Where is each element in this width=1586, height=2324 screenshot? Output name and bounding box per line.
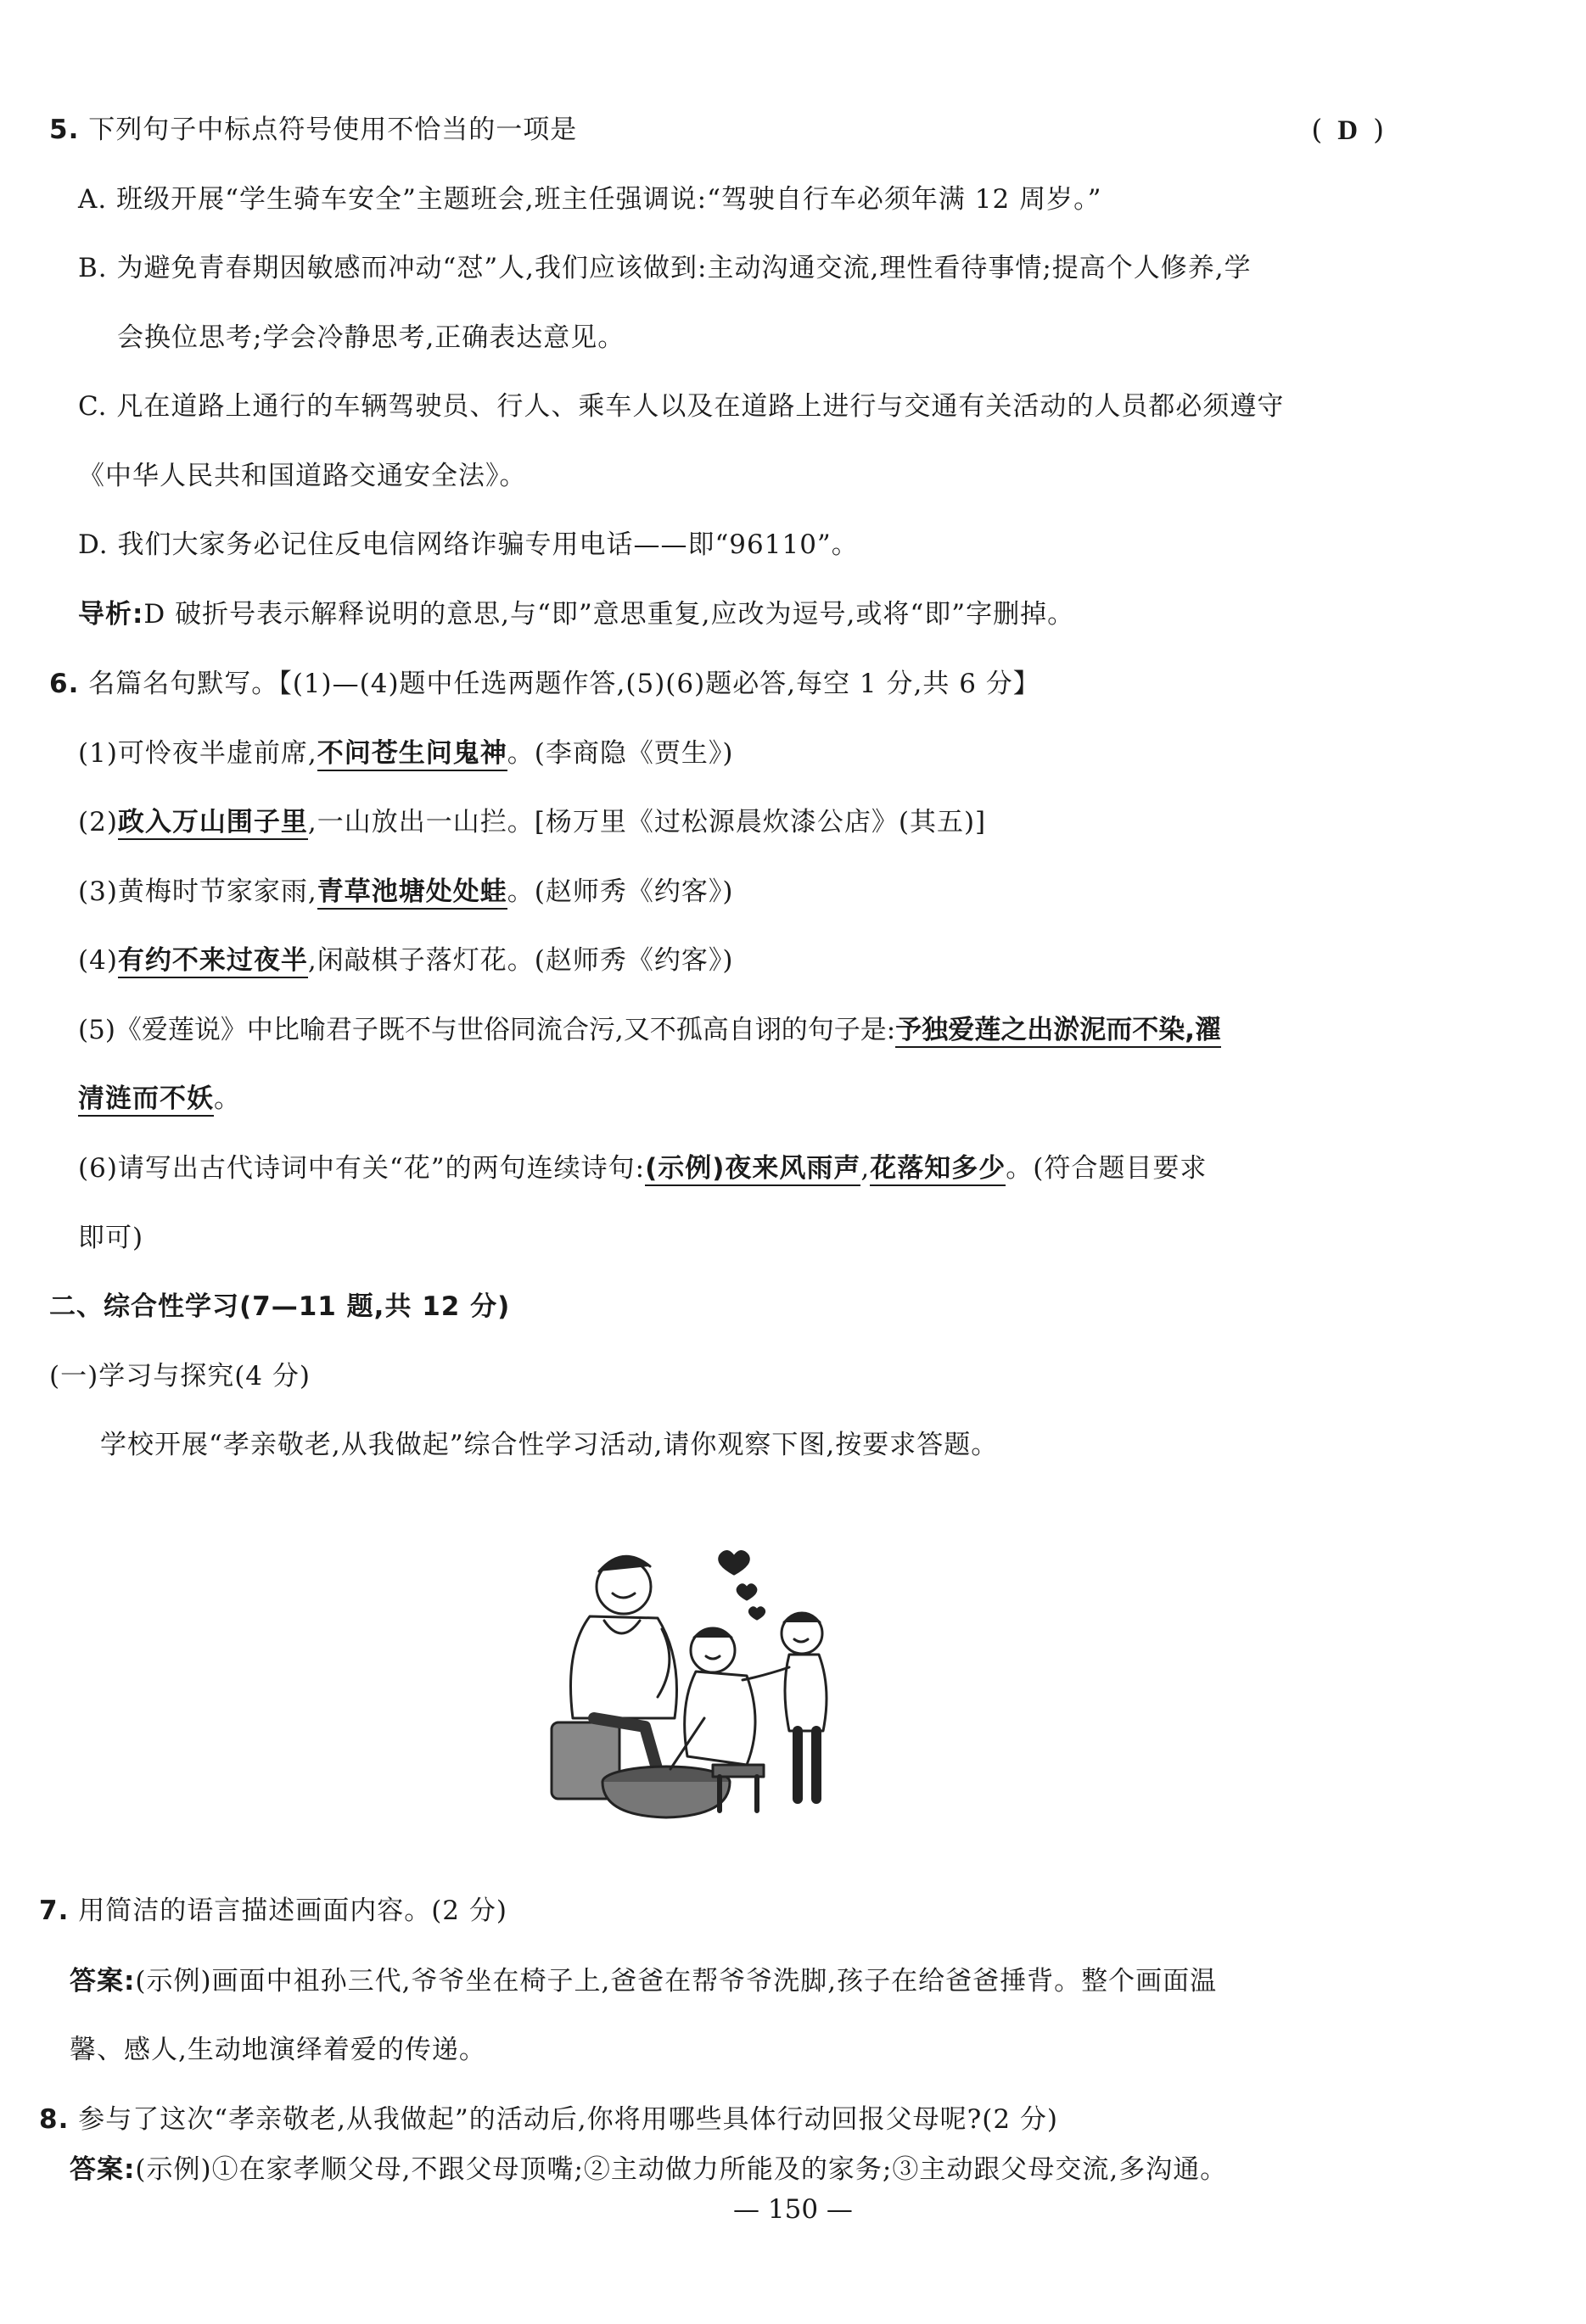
q8-answer-text: (示例)①在家孝顺父母,不跟父母顶嘴;②主动做力所能及的家务;③主动跟父母交流,多沟通。	[135, 2154, 1228, 2185]
q7-number: 7.	[39, 1896, 70, 1926]
q5-option-c-line2: 《中华人民共和国道路交通安全法》。	[78, 461, 527, 491]
q5-number: 5.	[49, 115, 80, 145]
q7-answer-line2: 馨、感人,生动地演绎着爱的传递。	[70, 2035, 486, 2065]
q5-answer-box	[1311, 111, 1384, 149]
q6-stem-text: 名篇名句默写。【(1)—(4)题中任选两题作答,(5)(6)题必答,每空 1 分,共 6 分】	[88, 669, 1040, 699]
q6-item-6-suffix: 。(符合题目要求	[1006, 1153, 1208, 1184]
section2-intro: 学校开展“孝亲敬老,从我做起”综合性学习活动,请你观察下图,按要求答题。	[100, 1430, 999, 1460]
q6-item-5-line1	[78, 1011, 1221, 1049]
q6-item-5-line2	[78, 1080, 241, 1117]
q6-item-5-prefix: (5)《爱莲说》中比喻君子既不与世俗同流合污,又不孤高自诩的句子是:	[78, 1015, 896, 1045]
q6-item-3	[78, 873, 733, 910]
heart-icon	[720, 1551, 749, 1574]
q6-item-2	[78, 804, 986, 841]
q7-answer-line1	[70, 1963, 1217, 2000]
family-illustration	[543, 1527, 883, 1828]
q6-item-6-prefix: (6)请写出古代诗词中有关“花”的两句连续诗句:	[78, 1153, 646, 1184]
q6-item-2-prefix: (2)	[78, 807, 118, 837]
q6-item-1-suffix: 。(李商隐《贾生》)	[507, 738, 734, 769]
q7-answer-text: (示例)画面中祖孙三代,爷爷坐在椅子上,爸爸在帮爷爷洗脚,孩子在给爸爸捶背。整个画面温	[135, 1966, 1218, 1996]
q7-stem-text: 用简洁的语言描述画面内容。(2 分)	[78, 1896, 507, 1926]
q6-item-5-answer-1: 予独爱莲之出淤泥而不染,濯	[895, 1015, 1221, 1048]
q6-item-6-answer-1: (示例)夜来风雨声	[645, 1153, 860, 1186]
q6-item-4-answer: 有约不来过夜半	[118, 945, 308, 978]
q6-item-6-comma: ,	[860, 1153, 871, 1184]
heart-icon-small	[737, 1585, 756, 1599]
q5-guide-label: 导析:	[78, 599, 144, 630]
q6-stem	[49, 665, 1040, 703]
q6-item-4-suffix: ,闲敲棋子落灯花。(赵师秀《约客》)	[307, 945, 734, 976]
q6-item-3-suffix: 。(赵师秀《约客》)	[507, 876, 734, 907]
q7-stem	[39, 1892, 507, 1929]
q6-item-3-prefix: (3)黄梅时节家家雨,	[78, 876, 317, 907]
q6-item-2-suffix: ,一山放出一山拦。[杨万里《过松源晨炊漆公店》(其五)]	[307, 807, 987, 837]
q8-number: 8.	[39, 2104, 70, 2135]
q5-answer-open: (	[1311, 113, 1323, 146]
q6-item-1	[78, 735, 733, 772]
heart-icon-tiny	[749, 1608, 764, 1619]
q5-answer-close: )	[1373, 113, 1384, 146]
q7-answer-label: 答案:	[70, 1966, 136, 1996]
q6-item-3-answer: 青草池塘处处蛙	[317, 876, 507, 910]
q6-item-1-answer: 不问苍生问鬼神	[317, 738, 507, 771]
q6-item-6-line1	[78, 1150, 1207, 1187]
q8-stem	[39, 2101, 1058, 2138]
q5-option-d: D. 我们大家务必记住反电信网络诈骗专用电话——即“96110”。	[78, 529, 859, 560]
q5-option-b-line1: B. 为避免青春期因敏感而冲动“怼”人,我们应该做到:主动沟通交流,理性看待事情;提高个人修养,学	[78, 253, 1252, 283]
q5-answer-letter: D	[1337, 115, 1359, 146]
q5-option-c-line1: C. 凡在道路上通行的车辆驾驶员、行人、乘车人以及在道路上进行与交通有关活动的人员都必须遵守	[78, 391, 1285, 422]
q6-item-6-answer-2: 花落知多少	[870, 1153, 1006, 1186]
section2-sub1: (一)学习与探究(4 分)	[49, 1361, 311, 1392]
q5-option-b-line2: 会换位思考;学会冷静思考,正确表达意见。	[117, 322, 625, 353]
q6-number: 6.	[49, 669, 80, 699]
q8-stem-text: 参与了这次“孝亲敬老,从我做起”的活动后,你将用哪些具体行动回报父母呢?(2 分)	[78, 2104, 1059, 2135]
q6-item-6-line2: 即可)	[78, 1223, 144, 1253]
section2-title: 二、综合性学习(7—11 题,共 12 分)	[49, 1291, 511, 1322]
page-number: — 150 —	[733, 2194, 853, 2225]
q5-guide	[78, 596, 1074, 633]
q6-item-4-prefix: (4)	[78, 945, 118, 976]
q5-option-a: A. 班级开展“学生骑车安全”主题班会,班主任强调说:“驾驶自行车必须年满 12 周岁。”	[78, 184, 1102, 215]
q6-item-5-answer-2: 清涟而不妖	[78, 1084, 214, 1117]
q6-item-4	[78, 942, 733, 979]
q6-item-5-suffix: 。	[214, 1084, 241, 1114]
q8-answer-label: 答案:	[70, 2154, 136, 2185]
q6-item-2-answer: 政入万山围子里	[118, 807, 308, 840]
q5-stem	[49, 111, 577, 148]
q5-guide-text: D 破折号表示解释说明的意思,与“即”意思重复,应改为逗号,或将“即”字删掉。	[143, 599, 1075, 630]
q5-stem-text: 下列句子中标点符号使用不恰当的一项是	[88, 115, 578, 145]
q8-answer	[70, 2151, 1227, 2188]
q6-item-1-prefix: (1)可怜夜半虚前席,	[78, 738, 317, 769]
